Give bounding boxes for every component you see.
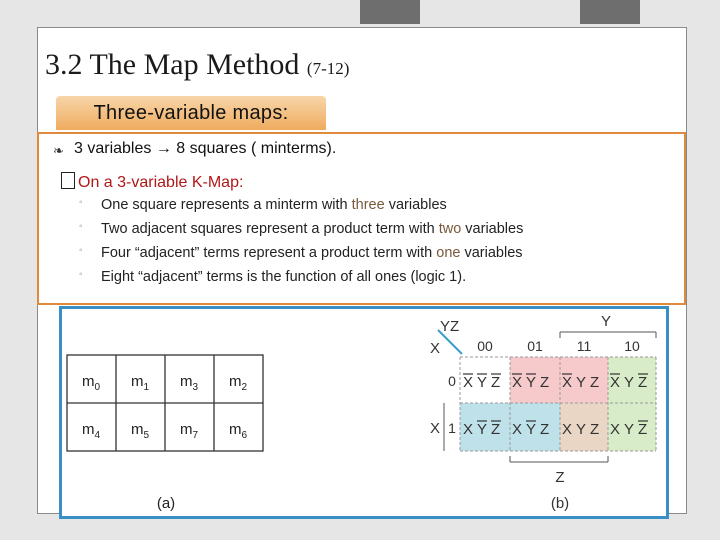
minterm-cell: $m_6$ — [228, 421, 248, 441]
kmap-cell-letter: Y — [576, 421, 587, 438]
minterm-cell: $m_5$ — [130, 421, 150, 441]
sub-bullet: ◦ One square represents a minterm with three variables — [79, 197, 447, 213]
kmap-cell-letter: X — [610, 421, 621, 438]
minterm-cell: $m_2$ — [228, 373, 248, 393]
sub-bullet: ◦ Four “adjacent” terms represent a product term with one variables — [79, 245, 523, 261]
caption-b: (b) — [550, 495, 570, 512]
sub-bullet: ◦ Eight “adjacent” terms is the function of all ones (logic 1). — [79, 269, 467, 285]
kmap-cell-letter: Z — [590, 374, 600, 391]
kmap-grid — [430, 313, 656, 512]
kmap-cell-letter: Z — [491, 421, 501, 438]
title-pages: (7-12) — [306, 59, 350, 78]
kmap-cell-letter: X — [562, 421, 573, 438]
highlight-word: three — [351, 197, 385, 213]
dot-bullet-icon: ◦ — [79, 197, 83, 208]
kmap-cell-letter: Y — [576, 374, 587, 391]
col-header: 10 — [624, 338, 640, 354]
kmap-cell-letter: Y — [526, 374, 537, 391]
kmap-cell-letter: Z — [491, 374, 501, 391]
sub-bullet: ◦ Two adjacent squares represent a product term with two variables — [79, 221, 524, 237]
dot-bullet-icon: ◦ — [79, 269, 83, 280]
sub-heading-text: On a 3-variable K-Map: — [78, 174, 244, 191]
minterm-cell: $m_1$ — [130, 373, 150, 393]
highlight-word: one — [436, 245, 461, 261]
kmap-cell-letter: Z — [590, 421, 600, 438]
leaf-bullet-icon: ❧ — [53, 143, 64, 158]
kmap-cell-letter: X — [610, 374, 621, 391]
row-header: 0 — [448, 373, 456, 389]
kmap-cell-letter: Y — [624, 421, 635, 438]
minterm-cell: $m_0$ — [81, 373, 101, 393]
kmap-cell-letter: Z — [638, 374, 648, 391]
kmap-cell-letter: Z — [540, 374, 550, 391]
main-bullet: 3 variables → 8 squares ( minterms). — [74, 140, 337, 157]
group-y-label: Y — [600, 313, 612, 330]
group-x-label: X — [429, 420, 441, 437]
group-z-label: Z — [555, 469, 565, 486]
title-main: 3.2 The Map Method — [45, 48, 300, 81]
kmap-cell-letter: Y — [624, 374, 635, 391]
col-header: 01 — [527, 338, 543, 354]
kmap-cell-letter: X — [512, 421, 523, 438]
kmap-cell-letter: X — [562, 374, 573, 391]
corner-x-label: X — [430, 340, 441, 357]
corner-yz-label: YZ — [440, 318, 460, 335]
minterm-cell: $m_4$ — [81, 421, 101, 441]
highlight-word: two — [438, 221, 462, 237]
kmap-cell-letter: Y — [477, 421, 488, 438]
row-header: 1 — [448, 420, 456, 436]
kmap-cell-letter: X — [463, 374, 474, 391]
kmap-cell-letter: Z — [638, 421, 648, 438]
kmap-cell-letter: X — [463, 421, 474, 438]
caption-a: (a) — [156, 495, 176, 512]
dot-bullet-icon: ◦ — [79, 245, 83, 256]
section-header: Three-variable maps: — [56, 96, 326, 130]
kmap-cell-letter: X — [512, 374, 523, 391]
col-header: 11 — [576, 338, 592, 354]
kmap-cell-letter: Z — [540, 421, 550, 438]
minterm-cell: $m_3$ — [179, 373, 199, 393]
minterm-cell: $m_7$ — [179, 421, 199, 441]
col-header: 00 — [477, 338, 493, 354]
kmap-cell-letter: Y — [477, 374, 488, 391]
minterm-grid — [67, 355, 263, 512]
dot-bullet-icon: ◦ — [79, 221, 83, 232]
kmap-cell-letter: Y — [526, 421, 537, 438]
